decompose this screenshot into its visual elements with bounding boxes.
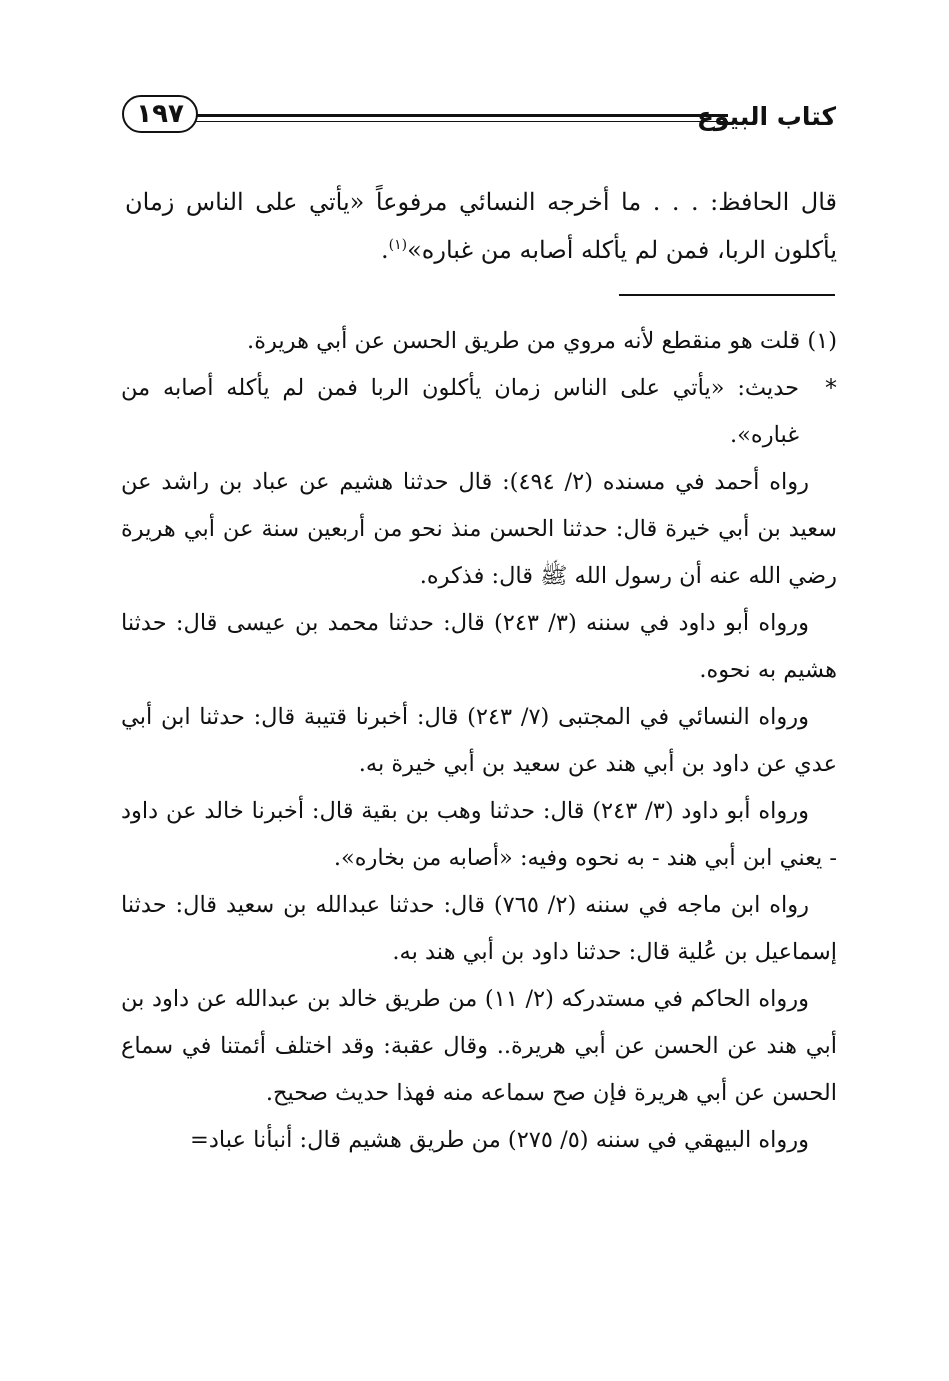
footnote-reference: (١) <box>388 237 408 253</box>
takhrij-paragraph: ورواه الحاكم في مستدركه (٢/ ١١) من طريق خالد بن عبدالله عن داود بن أبي هند عن الحسن عن أبي هريرة.. وقال عقبة: وقد اختلف أئمتنا في سماع الحسن عن أبي هريرة فإن صح سماعه منه فهذا حديث صحيح. <box>121 986 837 1106</box>
main-paragraph-end: . <box>381 236 389 264</box>
takhrij-paragraph: ورواه النسائي في المجتبى (٧/ ٢٤٣) قال: أخبرنا قتيبة قال: حدثنا ابن أبي عدي عن داود بن أبي هند عن سعيد بن أبي خيرة به. <box>121 704 837 777</box>
hadith-text: حديث: «يأتي على الناس زمان يأكلون الربا فمن لم يأكله أصابه من غباره». <box>121 375 799 448</box>
takhrij-paragraph: ورواه البيهقي في سننه (٥/ ٢٧٥) من طريق هشيم قال: أنبأنا عباد= <box>190 1127 809 1153</box>
main-text <box>125 178 837 274</box>
page-header <box>118 92 836 152</box>
footnote-separator <box>619 294 835 296</box>
main-paragraph-text: قال الحافظ: . . . ما أخرجه النسائي مرفوعاً «يأتي على الناس زمان يأكلون الربا، فمن لم يأكله أصابه من غباره» <box>125 188 837 264</box>
takhrij-paragraph: رواه ابن ماجه في سننه (٢/ ٧٦٥) قال: حدثنا عبدالله بن سعيد قال: حدثنا إسماعيل بن عُلية قال: حدثنا داود بن أبي هند به. <box>121 892 837 965</box>
takhrij-paragraph: ورواه أبو داود (٣/ ٢٤٣) قال: حدثنا وهب بن بقية قال: أخبرنا خالد عن داود - يعني ابن أبي هند - به نحوه وفيه: «أصابه من بخاره». <box>121 798 837 871</box>
takhrij-paragraph: رواه أحمد في مسنده (٢/ ٤٩٤): قال حدثنا هشيم عن عباد بن راشد عن سعيد بن أبي خيرة قال: حدثنا الحسن منذ نحو من أربعين سنة عن أبي هريرة رضي الله عنه أن رسول الله ﷺ قال: فذكره. <box>121 469 837 589</box>
asterisk-icon: * <box>825 374 837 402</box>
page-number: ١٩٧ <box>122 95 198 133</box>
running-title: كتاب البيوع <box>696 102 836 131</box>
footnotes <box>121 318 837 1164</box>
hadith-entry <box>121 365 837 459</box>
main-paragraph <box>125 178 837 274</box>
takhrij-paragraph: ورواه أبو داود في سننه (٣/ ٢٤٣) قال: حدثنا محمد بن عيسى قال: حدثنا هشيم به نحوه. <box>121 610 837 683</box>
footnote-1: (١) قلت هو منقطع لأنه مروي من طريق الحسن عن أبي هريرة. <box>247 328 837 354</box>
header-rule <box>194 114 728 120</box>
